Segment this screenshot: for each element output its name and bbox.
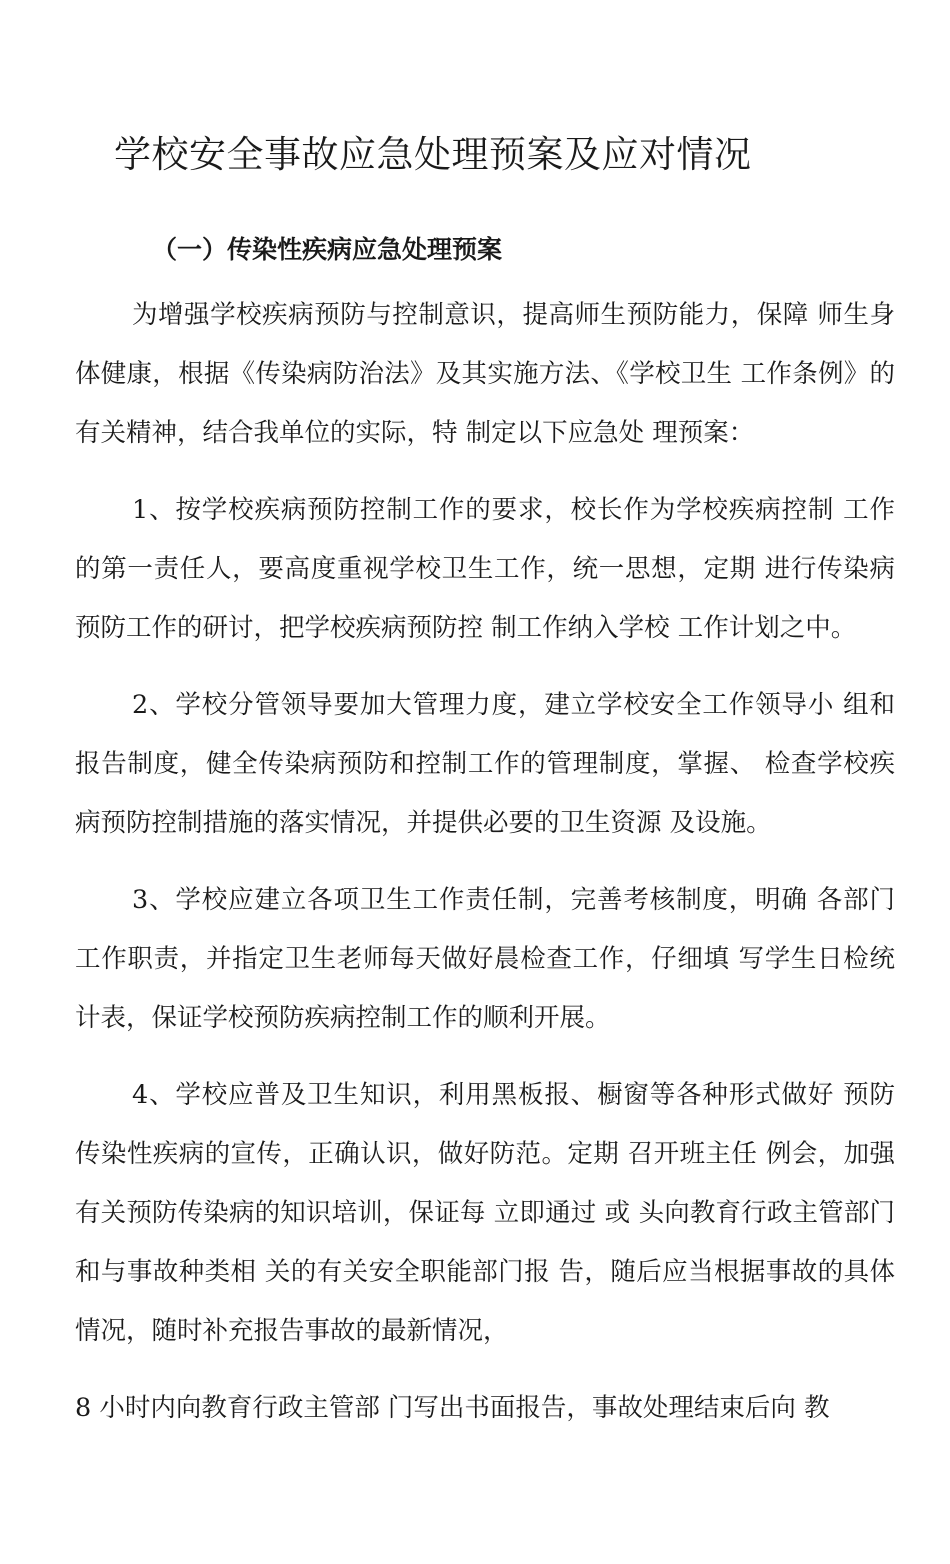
paragraph-item-2: 2、学校分管领导要加大管理力度，建立学校安全工作领导小 组和报告制度，健全传染病预防和控制工作的管理制度，掌握、 检查学校疾病预防控制措施的落实情况，并提供必要的卫生资源 及设施。 [75,690,895,838]
paragraph-item-3: 3、学校应建立各项卫生工作责任制，完善考核制度，明确 各部门工作职责，并指定卫生老师每天做好晨检查工作，仔细填 写学生日检统计表，保证学校预防疾病控制工作的顺利开展。 [75,885,895,1033]
paragraph-intro: 为增强学校疾病预防与控制意识，提高师生预防能力，保障 师生身体健康，根据《传染病防治法》及其实施方法、《学校卫生 工作条例》的有关精神，结合我单位的实际，特 制定以下应急处 理预案： [75,300,895,448]
section-heading: （一）传染性疾病应急处理预案 [152,235,503,264]
document-title: 学校安全事故应急处理预案及应对情况 [114,133,752,176]
paragraph-item-1: 1、按学校疾病预防控制工作的要求，校长作为学校疾病控制 工作的第一责任人，要高度重视学校卫生工作，统一思想，定期 进行传染病预防工作的研讨，把学校疾病预防控 制工作纳入学校 工作计划之中。 [75,495,895,643]
document-body [75,286,895,1456]
paragraph-continuation: 8 小时内向教育行政主管部 门写出书面报告，事故处理结束后向 教 [75,1393,830,1423]
paragraph-item-4: 4、学校应普及卫生知识，利用黑板报、橱窗等各种形式做好 预防传染性疾病的宣传，正确认识，做好防范。定期 召开班主任 例会，加强有关预防传染病的知识培训，保证每 立即通过 或 头向教育行政主管部门和与事故种类相 关的有关安全职能部门报 告，随后应当根据事故的具体情况，随时补充报告事故的最新情况， [75,1080,895,1346]
